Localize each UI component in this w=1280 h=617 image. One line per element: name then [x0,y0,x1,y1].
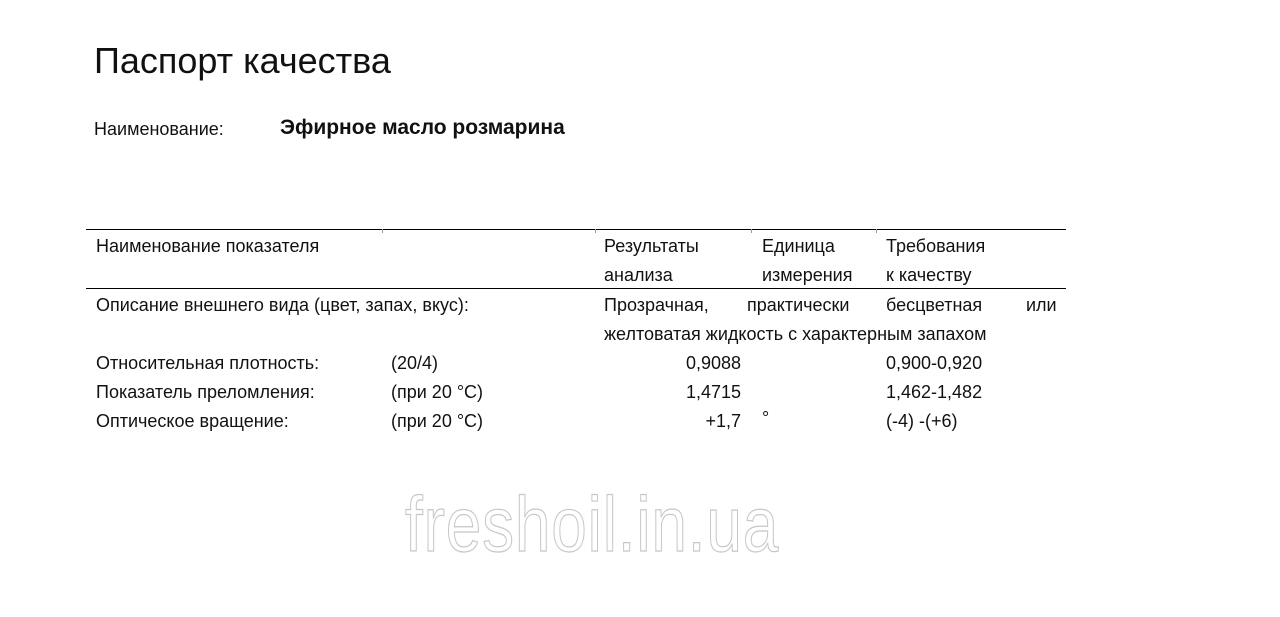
header-unit: Единица измерения [762,236,853,285]
header-indicator: Наименование показателя [96,236,320,256]
watermark: freshoil.in.ua [405,480,780,568]
header-requirements: Требования к качеству [886,236,986,285]
product-label: Наименование: [94,119,224,139]
description-label: Описание внешнего вида (цвет, запах, вкус): [96,295,469,315]
table-header-rule [86,288,1066,289]
table-top-rule [86,229,1066,230]
header-results: Результаты анализа [604,236,699,285]
page-title: Паспорт качества [94,40,391,81]
product-name: Эфирное масло розмарина [280,116,565,139]
